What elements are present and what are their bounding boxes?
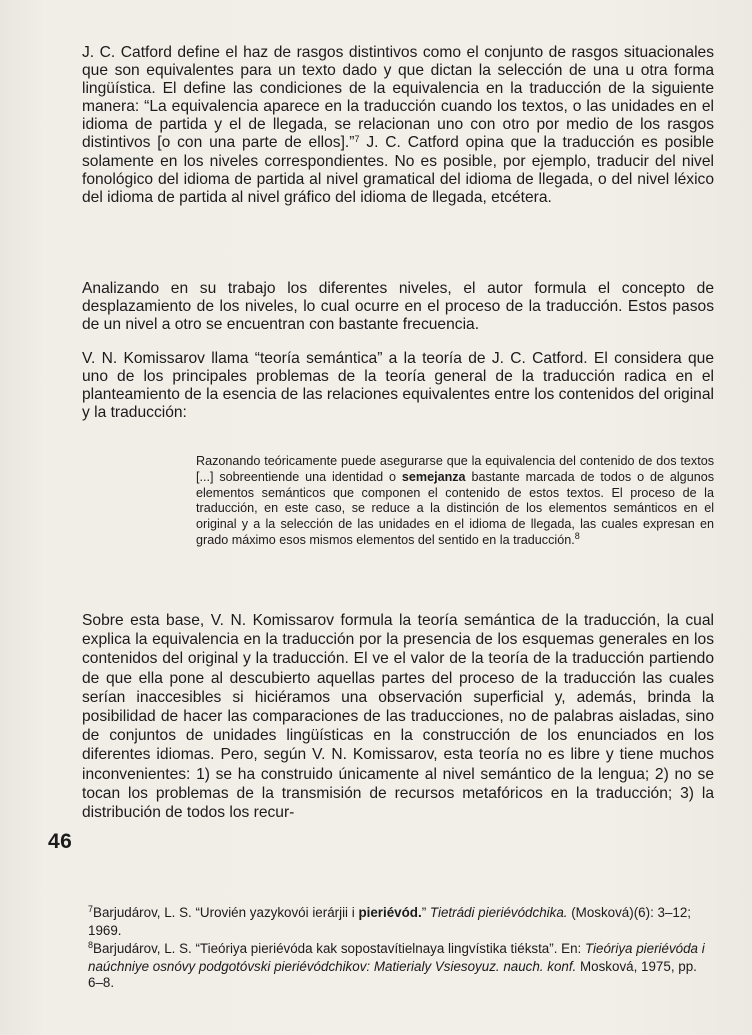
paragraph-text: Sobre esta base, V. N. Komissarov formula la teoría semántica de la traducción, la cual explica la equivalencia en la traducción por la presencia de los esquemas generales en los contenidos del original y la traducción. El ve el valor de la teoría de la traducción partiendo de que ella pone al descubierto aquellas partes del proceso de la traducción las cuales serían inaccesibles si hiciéramos una observación superficial y, además, brinda la posibilidad de hacer las comparaciones de las traducciones, no de palabras aisladas, sino de conjuntos de unidades lingüísticas en la construcción de los enunciados en los diferentes idiomas. Pero, según V. N. Komissarov, esta teoría no es libre y tiene muchos inconvenientes: 1) se ha construido únicamente al nivel semántico de la lengua; 2) no se tocan los problemas de la transmisión de recursos metafóricos en la traducción; 3) la distribución de todos los recur- <box>82 612 714 822</box>
paragraph-catford <box>82 44 714 207</box>
block-quote <box>196 454 714 549</box>
paragraph-komissarov-intro <box>82 350 714 422</box>
footnote-bold-text: pieriévód. <box>358 905 422 920</box>
footnote-source-title: Tietrádi pieriévódchika. <box>429 905 568 920</box>
footnote-7 <box>88 905 714 939</box>
footnote-text: (Mosková)(6): 3–12; 1969. <box>88 905 692 938</box>
footnote-text: ” <box>421 905 430 920</box>
footnote-mark: 7 <box>88 904 94 914</box>
paragraph-levels <box>82 280 714 334</box>
paragraph-text: V. N. Komissarov llama “teoría semántica” a la teoría de J. C. Catford. El considera que uno de los principales problemas de la teoría general de la traducción radica en el planteamiento de la esencia de las relaciones equivalentes entre los contenidos del original y la traducción: <box>82 350 714 422</box>
paragraph-semantic-theory <box>82 611 714 822</box>
footnote-8 <box>88 941 714 992</box>
footnote-mark: 8 <box>88 940 94 951</box>
quote-emphasis: semejanza <box>401 469 466 484</box>
footnote-reference: 8 <box>574 530 580 541</box>
quote-text-continued: bastante marcada de todos o de algunos elementos semánticos que componen el contenido de estos textos. El proceso de la traducción, en este caso, se reduce a la distinción de los elementos semánticos en el original y a la selección de las unidades en el idioma de llegada, las cuales expresan en grado máximo esos mismos elementos del sentido en la traducción. <box>196 469 714 547</box>
footnote-text: Mosková, 1975, pp. 6–8. <box>88 958 697 991</box>
quote-text: Razonando teóricamente puede asegurarse que la equivalencia del contenido de dos textos [...] sobreentiende una identidad o <box>196 454 714 484</box>
footnote-source-title: Tieóriya pieriévóda i naúchniye osnóvy podgotóvski pieriévódchikov: Matierialy Vsiesoyuz. nauch. konf. <box>88 941 705 974</box>
footnote-text: Barjudárov, L. S. “Tieóriya pieriévóda kak sopostavítielnaya lingvístika tiéksta”. En: <box>93 941 585 957</box>
paragraph-text: J. C. Catford define el haz de rasgos distintivos como el conjunto de rasgos situacionales que son equivalentes para un texto dado y que dictan la selección de una u otra forma lingüística. El define las condiciones de la equivalencia en la traducción de la siguiente manera: “La equivalencia aparece en la traducción cuando los textos, o las unidades en el idioma de partida y el de llegada, se relacionan uno con otro por medio de los rasgos distintivos [o con una parte de ellos].” <box>82 44 714 152</box>
page-number: 46 <box>48 830 73 853</box>
paragraph-text-continued: J. C. Catford opina que la traducción es posible solamente en los niveles correspondientes. No es posible, por ejemplo, traducir del nivel fonológico del idioma de partida al nivel gramatical del idioma de llegada, o del nivel léxico del idioma de partida al nivel gráfico del idioma de llegada, etcétera. <box>82 134 714 206</box>
paragraph-text: Analizando en su trabajo los diferentes niveles, el autor formula el concepto de desplazamiento de los niveles, lo cual ocurre en el proceso de la traducción. Estos pasos de un nivel a otro se encuentran con bastante frecuencia. <box>82 280 714 334</box>
footnote-reference: 7 <box>354 134 360 145</box>
footnote-text: Barjudárov, L. S. “Urovién yazykovói ierárjii i <box>93 905 359 920</box>
footnotes <box>88 905 714 994</box>
